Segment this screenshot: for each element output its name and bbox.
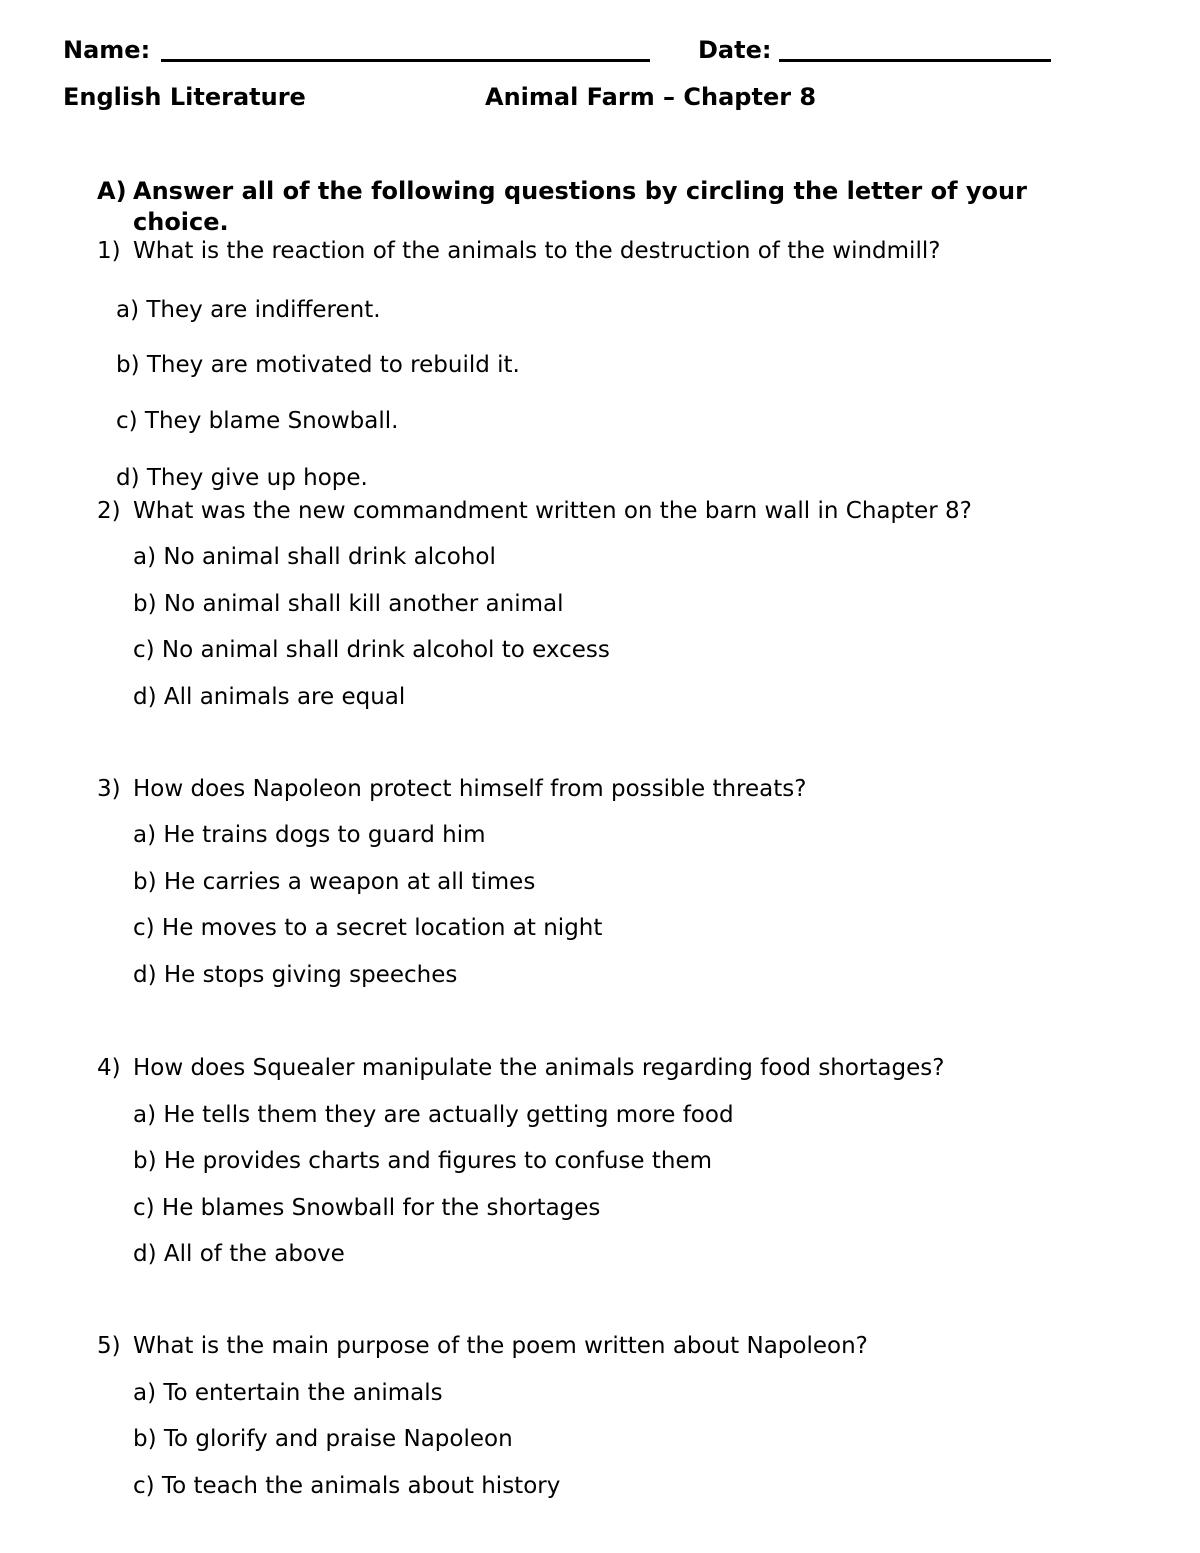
name-label: Name: xyxy=(63,36,151,64)
date-label: Date: xyxy=(698,36,772,64)
option-d[interactable]: d) All animals are equal xyxy=(133,684,406,710)
option-a[interactable]: a) He tells them they are actually getting more food xyxy=(133,1102,734,1128)
question-number: 1) xyxy=(97,238,121,264)
option-b[interactable]: b) To glorify and praise Napoleon xyxy=(133,1426,513,1452)
question-text: What is the reaction of the animals to the destruction of the windmill? xyxy=(133,238,941,264)
question-number: 5) xyxy=(97,1333,121,1359)
section-letter: A) xyxy=(97,177,127,205)
subject-label: English Literature xyxy=(63,83,306,111)
option-a[interactable]: a) They are indifferent. xyxy=(116,297,381,323)
option-c[interactable]: c) No animal shall drink alcohol to excess xyxy=(133,637,610,663)
option-c[interactable]: c) To teach the animals about history xyxy=(133,1473,561,1499)
date-blank-line[interactable] xyxy=(779,59,1051,62)
question-number: 4) xyxy=(97,1055,121,1081)
option-a[interactable]: a) No animal shall drink alcohol xyxy=(133,544,496,570)
option-a[interactable]: a) He trains dogs to guard him xyxy=(133,822,486,848)
topic-label: Animal Farm – Chapter 8 xyxy=(485,83,817,111)
option-d[interactable]: d) All of the above xyxy=(133,1241,345,1267)
option-b[interactable]: b) No animal shall kill another animal xyxy=(133,591,564,617)
option-b[interactable]: b) He provides charts and figures to confuse them xyxy=(133,1148,712,1174)
option-d[interactable]: d) They give up hope. xyxy=(116,465,368,491)
option-c[interactable]: c) He blames Snowball for the shortages xyxy=(133,1195,601,1221)
question-text: What is the main purpose of the poem written about Napoleon? xyxy=(133,1333,868,1359)
question-text: How does Napoleon protect himself from possible threats? xyxy=(133,776,807,802)
question-number: 3) xyxy=(97,776,121,802)
name-blank-line[interactable] xyxy=(161,59,650,62)
section-instruction: Answer all of the following questions by circling the letter of your choice. xyxy=(133,177,1027,236)
option-b[interactable]: b) They are motivated to rebuild it. xyxy=(116,352,520,378)
question-text: How does Squealer manipulate the animals regarding food shortages? xyxy=(133,1055,945,1081)
question-number: 2) xyxy=(97,498,121,524)
option-c[interactable]: c) They blame Snowball. xyxy=(116,408,399,434)
option-b[interactable]: b) He carries a weapon at all times xyxy=(133,869,536,895)
option-d[interactable]: d) He stops giving speeches xyxy=(133,962,458,988)
option-a[interactable]: a) To entertain the animals xyxy=(133,1380,443,1406)
option-c[interactable]: c) He moves to a secret location at night xyxy=(133,915,603,941)
question-text: What was the new commandment written on the barn wall in Chapter 8? xyxy=(133,498,972,524)
